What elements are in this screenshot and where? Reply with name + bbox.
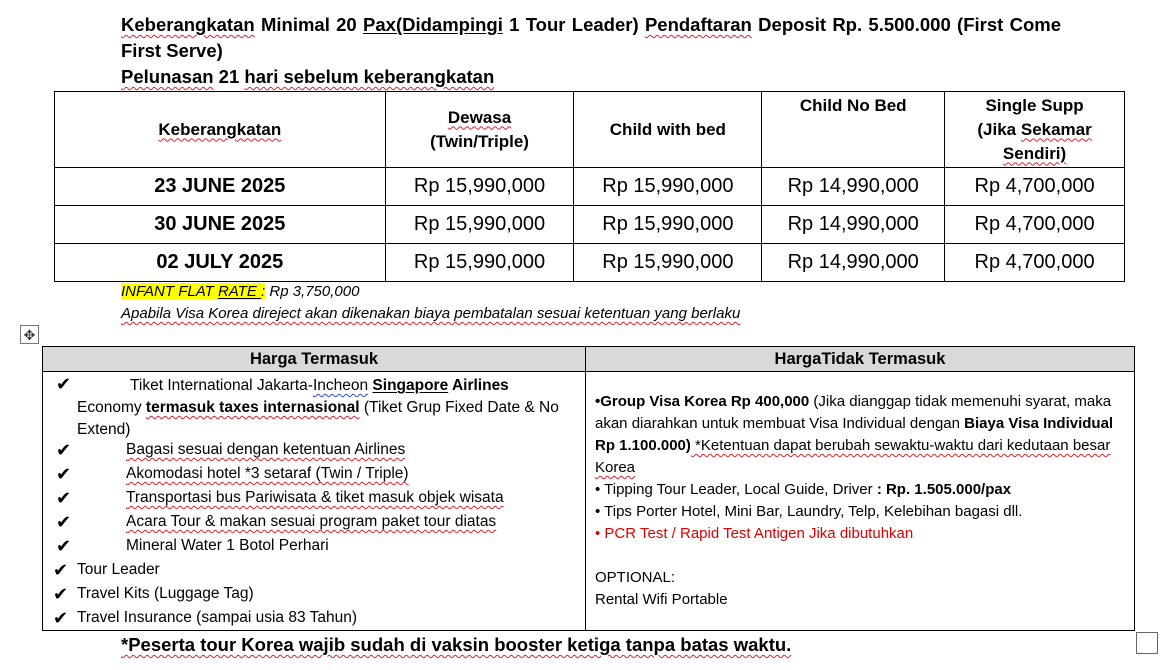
visa-exclusion: •Group Visa Korea Rp 400,000 (Jika dianggap tidak memenuhi syarat, maka akan diarahkan untuk membuat Visa Individual dengan Biaya Visa Individual Rp 1.100.000) *Ketentuan dapat berubah sewaktu-waktu dari kedutaan besar Korea xyxy=(595,393,1114,476)
heading-word: Pelunasan xyxy=(121,66,214,87)
heading-text: Deposit Rp. 5.500.000 (First Come First Serve) xyxy=(121,14,1061,61)
cell-adult: Rp 15,990,000 xyxy=(385,168,574,206)
list-item: ✔ Transportasi bus Pariwisata & tiket masuk objek wisata xyxy=(56,488,504,508)
list-item: ✔ Tour Leader xyxy=(53,560,160,580)
visa-note: Apabila Visa Korea direject akan dikenakan biaya pembatalan sesuai ketentuan yang berlaku xyxy=(121,305,741,322)
check-icon: ✔ xyxy=(56,536,72,556)
list-item: ✔ Acara Tour & makan sesuai program paket tour diatas xyxy=(56,512,497,532)
heading-word: Pax(Didampingi xyxy=(363,14,503,35)
cell-adult: Rp 15,990,000 xyxy=(385,206,574,244)
cell-single: Rp 4,700,000 xyxy=(945,244,1125,282)
heading-text: 1 Tour Leader) xyxy=(502,14,645,35)
text-cursor xyxy=(1134,375,1135,398)
cell-child-nobed: Rp 14,990,000 xyxy=(762,244,945,282)
inclusions-body-row xyxy=(43,372,1135,631)
footer-note: *Peserta tour Korea wajib sudah di vaksin booster ketiga tanpa batas waktu. xyxy=(121,634,792,655)
check-icon: ✔ xyxy=(56,464,72,484)
optional-label: OPTIONAL: xyxy=(595,569,676,586)
ticket-text: Tiket International Jakarta-Incheon Singapore Airlines Economy termasuk taxes internasional (Tiket Grup Fixed Date & No Extend) xyxy=(77,377,559,438)
header-child-bed: Child with bed xyxy=(574,92,762,168)
price-table xyxy=(54,91,1125,282)
check-icon: ✔ xyxy=(53,608,69,628)
check-icon: ✔ xyxy=(56,512,72,532)
pcr-exclusion: • PCR Test / Rapid Test Antigen Jika dibutuhkan xyxy=(595,525,914,542)
end-of-table-marker[interactable] xyxy=(1136,632,1158,654)
heading-word: hari sebelum keberangkatan xyxy=(244,66,495,87)
check-icon: ✔ xyxy=(56,488,72,508)
infant-value: Rp 3,750,000 xyxy=(265,283,360,300)
header-departure: Keberangkatan xyxy=(55,92,386,168)
header-child-nobed: Child No Bed xyxy=(762,92,945,168)
inclusions-header-row xyxy=(43,347,1135,372)
list-item xyxy=(43,372,585,438)
cell-date: 02 JULY 2025 xyxy=(55,244,386,282)
cell-single: Rp 4,700,000 xyxy=(945,206,1125,244)
optional-item: Rental Wifi Portable xyxy=(595,591,728,608)
heading-word: Keberangkatan xyxy=(121,14,255,35)
heading-word: Pendaftaran xyxy=(644,14,752,35)
cell-child-nobed: Rp 14,990,000 xyxy=(762,206,945,244)
cell-single: Rp 4,700,000 xyxy=(945,168,1125,206)
cell-adult: Rp 15,990,000 xyxy=(385,244,574,282)
price-table-header xyxy=(55,92,1125,168)
infant-label: INFANT FLAT RATE : xyxy=(121,283,266,300)
cell-date: 23 JUNE 2025 xyxy=(55,168,386,206)
included-cell xyxy=(43,372,586,631)
cell-child-bed: Rp 15,990,000 xyxy=(574,244,762,282)
list-item: ✔ Bagasi sesuai dengan ketentuan Airlines xyxy=(56,440,406,460)
cell-child-bed: Rp 15,990,000 xyxy=(574,168,762,206)
cell-date: 30 JUNE 2025 xyxy=(55,206,386,244)
table-row xyxy=(55,168,1125,206)
heading-text: Minimal 20 xyxy=(254,14,364,35)
excluded-cell xyxy=(586,372,1135,631)
list-item: ✔ Akomodasi hotel *3 setaraf (Twin / Triple) xyxy=(56,464,409,484)
check-icon: ✔ xyxy=(53,560,69,580)
list-item: ✔ Travel Insurance (sampai usia 83 Tahun) xyxy=(53,608,358,628)
list-item: ✔ Mineral Water 1 Botol Perhari xyxy=(56,536,329,556)
tips-exclusion: • Tips Porter Hotel, Mini Bar, Laundry, Telp, Kelebihan bagasi dll. xyxy=(595,503,1023,520)
inclusions-table xyxy=(42,346,1135,631)
table-move-handle-icon[interactable]: ✥ xyxy=(20,325,39,344)
cell-child-nobed: Rp 14,990,000 xyxy=(762,168,945,206)
cell-child-bed: Rp 15,990,000 xyxy=(574,206,762,244)
check-icon: ✔ xyxy=(53,584,69,604)
heading-text: 21 xyxy=(213,66,245,87)
included-header: Harga Termasuk xyxy=(43,347,586,372)
excluded-header: HargaTidak Termasuk xyxy=(586,347,1135,372)
tipping-exclusion: • Tipping Tour Leader, Local Guide, Driver : Rp. 1.505.000/pax xyxy=(595,481,1012,498)
header-single: Single Supp (Jika Sekamar Sendiri) xyxy=(945,92,1125,168)
header-adult: Dewasa (Twin/Triple) xyxy=(385,92,574,168)
table-row xyxy=(55,206,1125,244)
list-item: ✔ Travel Kits (Luggage Tag) xyxy=(53,584,254,604)
infant-rate xyxy=(121,283,359,300)
check-icon: ✔ xyxy=(56,374,72,394)
table-row xyxy=(55,244,1125,282)
check-icon: ✔ xyxy=(56,440,72,460)
heading xyxy=(121,12,1061,90)
